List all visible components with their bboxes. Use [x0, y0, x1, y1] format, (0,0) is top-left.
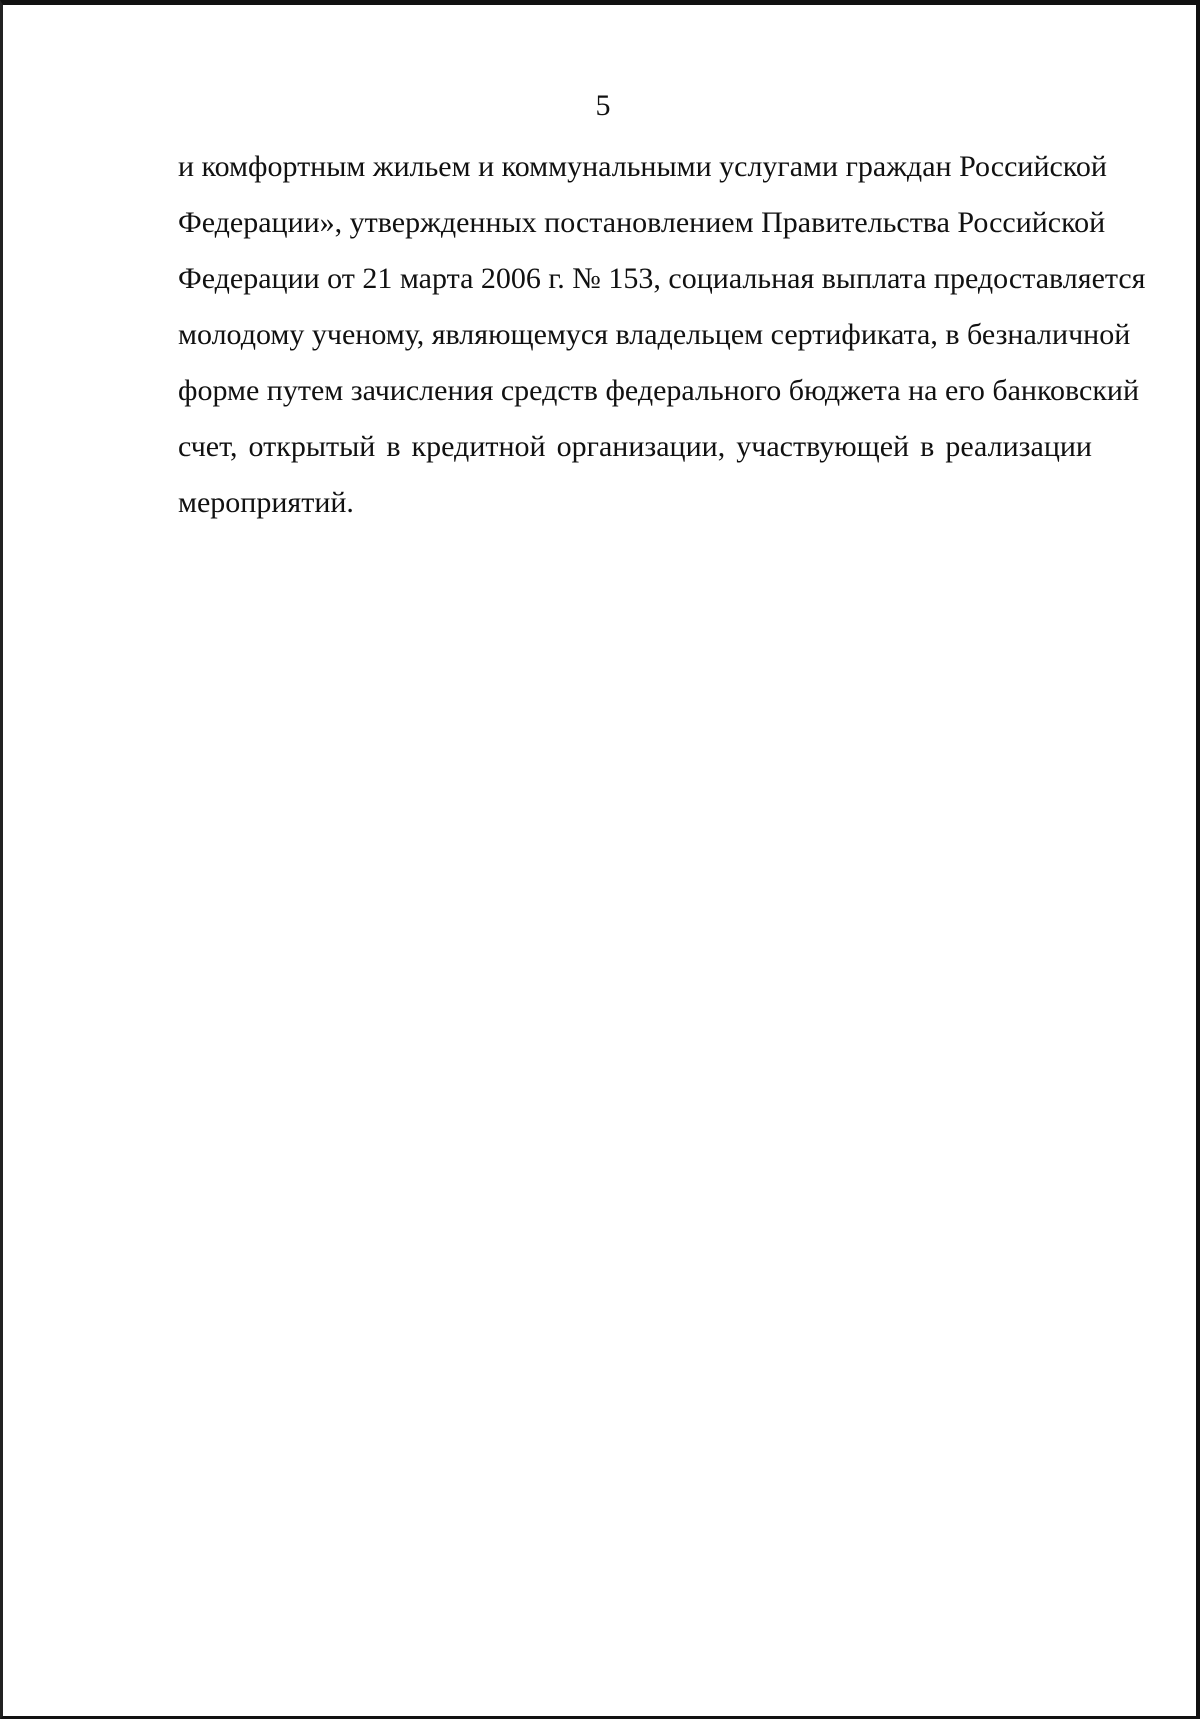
paragraph-line: молодому ученому, являющемуся владельцем сертификата, в безналичной [178, 318, 1131, 351]
paragraph-line: Федерации от 21 марта 2006 г. № 153, социальная выплата предоставляется [178, 262, 1146, 295]
paragraph-line: счет, открытый в кредитной организации, участвующей в реализации [178, 430, 1092, 463]
paragraph-line: мероприятий. [178, 486, 354, 519]
paragraph-line: Федерации», утвержденных постановлением Правительства Российской [178, 206, 1106, 239]
page-number: 5 [595, 89, 611, 122]
paragraph-line: форме путем зачисления средств федерального бюджета на его банковский [178, 374, 1140, 407]
body-paragraph [178, 139, 1146, 531]
paragraph-line: и комфортным жильем и коммунальными услугами граждан Российской [178, 150, 1107, 183]
